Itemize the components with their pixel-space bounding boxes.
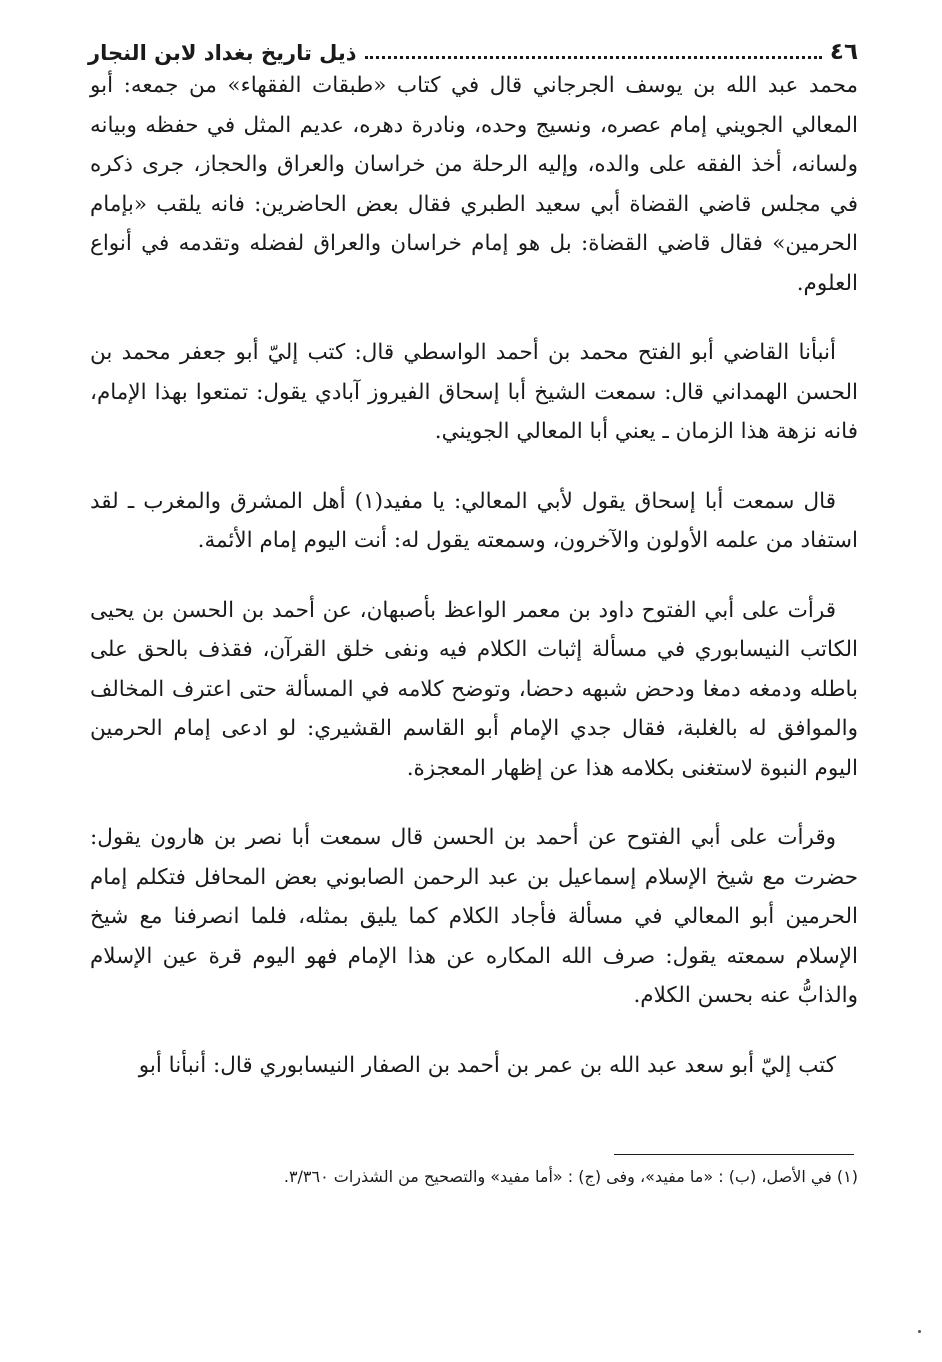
paragraph: قال سمعت أبا إسحاق يقول لأبي المعالي: يا مفيد(١) أهل المشرق والمغرب ـ لقد استفاد من علمه الأولون والآخرون، وسمعته يقول له: أنت اليوم إمام الأئمة. <box>90 488 858 553</box>
paragraph: كتب إليّ أبو سعد عبد الله بن عمر بن أحمد بن الصفار النيسابوري قال: أنبأنا أبو <box>138 1052 836 1078</box>
page-number: ٤٦ <box>829 39 858 65</box>
paragraph: وقرأت على أبي الفتوح عن أحمد بن الحسن قال سمعت أبا نصر بن هارون يقول: حضرت مع شيخ الإسلام إسماعيل بن عبد الرحمن الصابوني بعض المحافل فتكلم إمام الحرمين أبو المعالي في مسألة فأجاد الكلام كما يليق بمثله، فلما انصرفنا مع شيخ الإسلام سمعته يقول: صرف الله المكاره عن هذا الإمام فهو اليوم قرة عين الإسلام والذابُّ عنه بحسن الكلام. <box>90 825 858 1008</box>
body-text <box>90 66 858 1085</box>
book-title: ذيل تاريخ بغداد لابن النجار <box>88 41 357 65</box>
footnote: (١) في الأصل، (ب) : «ما مفيد»، وفى (ج) : «أما مفيد» والتصحيح من الشذرات ٣/٣٦٠. <box>283 1167 858 1186</box>
paragraph: أنبأنا القاضي أبو الفتح محمد بن أحمد الواسطي قال: كتب إليّ أبو جعفر محمد بن الحسن الهمداني قال: سمعت الشيخ أبا إسحاق الفيروز آبادي يقول: تمتعوا بهذا الإمام، فانه نزهة هذا الزمان ـ يعني أبا المعالي الجويني. <box>90 340 858 444</box>
paragraph: محمد عبد الله بن يوسف الجرجاني قال في كتاب «طبقات الفقهاء» من جمعه: أبو المعالي الجويني إمام عصره، ونسيج وحده، ونادرة دهره، عديم المثل في حفظه وبيانه ولسانه، أخذ الفقه على والده، وإليه الرحلة من خراسان والعراق والحجاز، جرى ذكره في مجلس قاضي القضاة أبي سعيد الطبري فقال بعض الحاضرين: فانه يلقب «بإمام الحرمين» فقال قاضي القضاة: بل هو إمام خراسان والعراق لفضله وتقدمه في أنواع العلوم. <box>90 73 858 296</box>
footnote-separator <box>614 1154 854 1155</box>
running-head <box>88 30 858 64</box>
header-dot-leader <box>365 55 822 59</box>
scan-speck <box>918 1330 921 1333</box>
paragraph: قرأت على أبي الفتوح داود بن معمر الواعظ بأصبهان، عن أحمد بن الحسن بن يحيى الكاتب النيسابوري في مسألة إثبات الكلام فيه ونفى خلق القرآن، فقذف بالحق على باطله ودمغه دمغا ودحض شبهه دحضا، وتوضح كلامه في المسألة حتى اعترف المخالف والموافق له بالغلبة، فقال جدي الإمام أبو القاسم القشيري: لو ادعى إمام الحرمين اليوم النبوة لاستغنى بكلامه هذا عن إظهار المعجزة. <box>90 597 858 781</box>
